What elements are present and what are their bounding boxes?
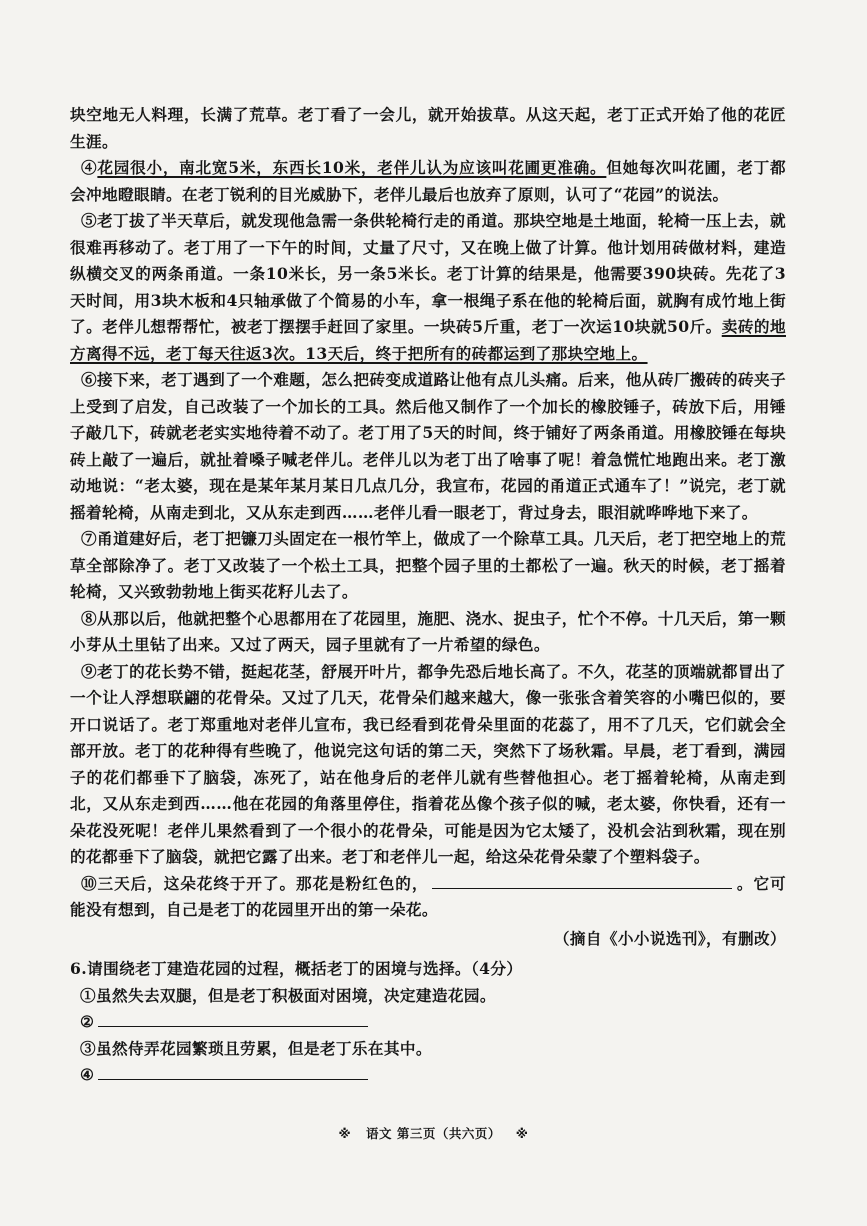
- answer-line-1: ①虽然失去双腿，但是老丁积极面对困境，决定建造花园。: [80, 985, 496, 1005]
- answer-line-3: ③虽然侍弄花园繁琐且劳累，但是老丁乐在其中。: [80, 1038, 432, 1058]
- answer-line-4: [70, 1062, 786, 1089]
- paragraph-10: [70, 871, 786, 924]
- answer-number: ④: [80, 1065, 95, 1084]
- paragraph-text: 但她每次叫花圃，老丁都会冲地瞪眼睛。在老丁锐利的目光威胁下，老伴儿最后也放弃了原则，认可了“花园”的说法。: [70, 158, 786, 204]
- paragraph-intro: 块空地无人料理，长满了荒草。老丁看了一会儿，就开始拔草。从这天起，老丁正式开始了他的花匠生涯。: [70, 105, 786, 151]
- asterism-icon: ※: [338, 1126, 352, 1141]
- paragraph-number: ④: [81, 158, 98, 177]
- page-footer: [0, 1124, 867, 1142]
- underlined-sentence: 花园很小，南北宽5米，东西长10米，老伴儿认为应该叫花圃更准确。: [97, 158, 607, 177]
- paragraph-text: ⑩三天后，这朵花终于开了。那花是粉红色的，: [81, 873, 429, 893]
- paragraph-5: [70, 208, 786, 367]
- paragraph-text: 。它可能没有想到，自己是老丁的花园里开出的第一朵花。: [70, 873, 786, 919]
- article-body: [70, 102, 786, 1089]
- paragraph-9: ⑨老丁的花长势不错，挺起花茎，舒展开叶片，都争先恐后地长高了。不久，花茎的顶端就都冒出了一个让人浮想联翩的花骨朵。又过了几天，花骨朵们越来越大，像一张张含着笑容的小嘴巴似的，要开口说话了。老丁郑重地对老伴儿宣布，我已经看到花骨朵里面的花蕊了，用不了几天，它们就会全部开放。老丁的花种得有些晚了，他说完这句话的第二天，突然下了场秋霜。早晨，老丁看到，满园子的花们都垂下了脑袋，冻死了，站在他身后的老伴儿就有些替他担心。老丁摇着轮椅，从南走到北，又从东走到西……他在花园的角落里停住，指着花丛像个孩子似的喊，老太婆，你快看，还有一朵花没死呢！老伴儿果然看到了一个很小的花骨朵，可能是因为它太矮了，没机会沾到秋霜，现在别的花都垂下了脑袋，就把它露了出来。老丁和老伴儿一起，给这朵花骨朵蒙了个塑料袋子。: [70, 661, 786, 866]
- paragraph-text: ⑤老丁拔了半天草后，就发现他急需一条供轮椅行走的甬道。那块空地是土地面，轮椅一压上去，就很难再移动了。老丁用了一下午的时间，丈量了尺寸，又在晚上做了计算。他计划用砖做材料，建造纵横交叉的两条甬道。一条10米长，另一条5米长。老丁计算的结果是，他需要390块砖。先花了3天时间，用3块木板和4只轴承做了个简易的小车，拿一根绳子系在他的轮椅后面，就胸有成竹地上街了。老伴儿想帮帮忙，被老丁摆摆手赶回了家里。一块砖5斤重，老丁一次运10块就50斤。: [70, 211, 786, 336]
- footer-page-number: 第三页（共六页）: [396, 1126, 501, 1141]
- answer-blank[interactable]: [98, 1010, 368, 1027]
- underlined-sentence: 卖砖的地方离得不远，老丁每天往返3次。13天后，终于把所有的砖都运到了那块空地上。: [70, 317, 786, 363]
- paragraph-7: ⑦甬道建好后，老丁把镰刀头固定在一根竹竿上，做成了一个除草工具。几天后，老丁把空地上的荒草全部除净了。老丁又改装了一个松土工具，把整个园子里的土都松了一遍。秋天的时候，老丁摇着轮椅，又兴致勃勃地上街买花籽儿去了。: [70, 529, 786, 601]
- asterism-icon: ※: [515, 1126, 529, 1141]
- question-title: 6.请围绕老丁建造花园的过程，概括老丁的困境与选择。（4分）: [70, 959, 523, 978]
- paragraph-6: ⑥接下来，老丁遇到了一个难题，怎么把砖变成道路让他有点儿头痛。后来，他从砖厂搬砖的砖夹子上受到了启发，自己改装了一个加长的工具。然后他又制作了一个加长的橡胶锤子，砖放下后，用锤子敲几下，砖就老老实实地待着不动了。老丁用了5天的时间，终于铺好了两条甬道。用橡胶锤在每块砖上敲了一遍后，就扯着嗓子喊老伴儿。老伴儿以为老丁出了啥事了呢！着急慌忙地跑出来。老丁激动地说：“老太婆，现在是某年某月某日几点几分，我宣布，花园的甬道正式通车了！”说完，老丁就摇着轮椅，从南走到北，又从东走到西……老伴儿看一眼老丁，背过身去，眼泪就哗哗地下来了。: [70, 370, 786, 522]
- footer-subject: 语文: [366, 1126, 393, 1141]
- source-citation: （摘自《小小说选刊》，有删改）: [553, 928, 786, 948]
- answer-number: ②: [80, 1012, 95, 1031]
- paragraph-8: ⑧从那以后，他就把整个心思都用在了花园里，施肥、浇水、捉虫子，忙个不停。十几天后，第一颗小芽从土里钻了出来。又过了两天，园子里就有了一片希望的绿色。: [70, 608, 786, 654]
- fill-in-blank[interactable]: [432, 872, 732, 889]
- answer-line-2: [70, 1009, 786, 1036]
- answer-blank[interactable]: [98, 1063, 368, 1080]
- paragraph-4: [70, 155, 786, 208]
